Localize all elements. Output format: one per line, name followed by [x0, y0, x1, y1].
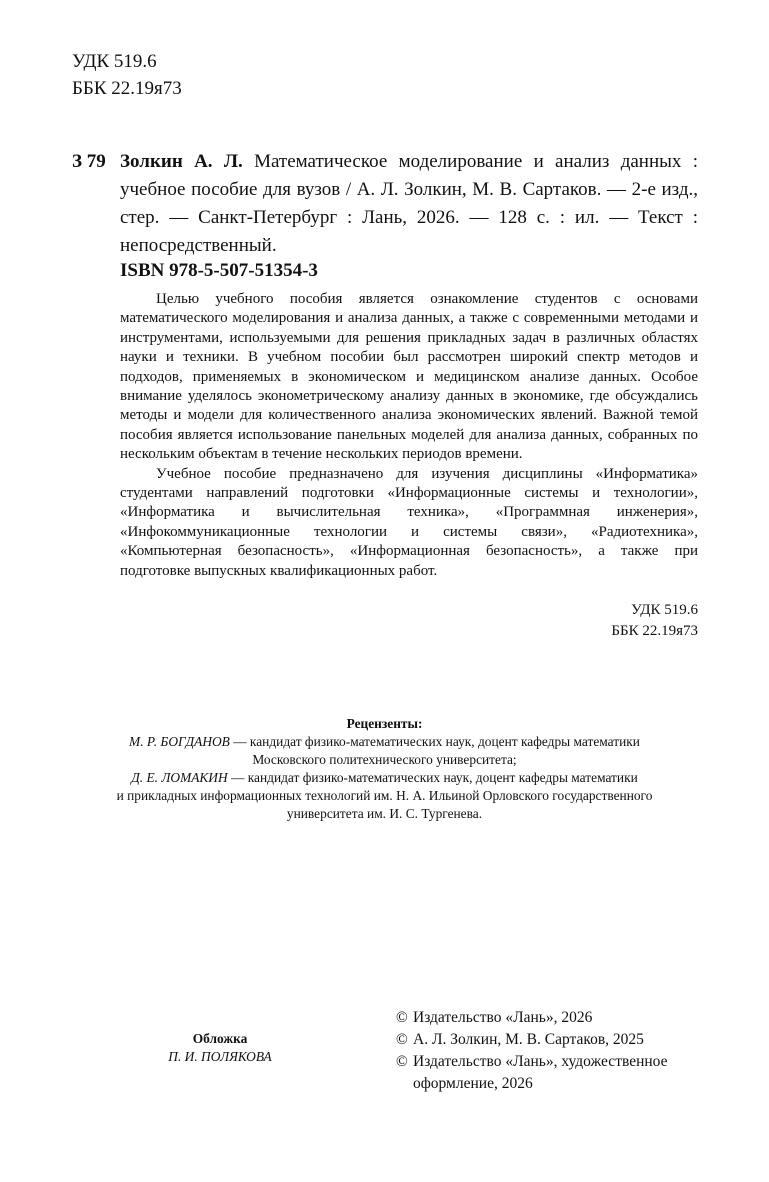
reviewer-description: — кандидат физико-математических наук, доцент кафедры математики — [227, 770, 638, 785]
bbk-code: ББК 22.19я73 — [611, 623, 698, 639]
copyright-text: Издательство «Лань», художественное оформление, 2026 — [413, 1053, 668, 1092]
cover-credit — [140, 1030, 300, 1066]
copyright-block — [396, 1007, 716, 1095]
bibliographic-author: Золкин А. Л. — [120, 151, 243, 172]
copyright-icon: © — [396, 1009, 408, 1026]
cover-heading: Обложка — [192, 1031, 248, 1046]
classification-codes-top — [72, 48, 182, 102]
copyright-text: А. Л. Золкин, М. В. Сартаков, 2025 — [413, 1031, 644, 1048]
copyright-line — [396, 1007, 716, 1029]
reviewer-1 — [60, 733, 709, 751]
reviewer-2-affiliation: университета им. И. С. Тургенева. — [286, 806, 483, 821]
udk-code: УДК 519.6 — [72, 51, 157, 72]
author-mark: З 79 — [72, 151, 106, 172]
abstract-paragraph: Учебное пособие предназначено для изучения дисциплины «Информатика» студентами направлений подготовки «Информационные системы и технологии», «Информатика и вычислительная техника», «Программная инженерия», «Инфокоммуникационные технологии и системы связи», «Радиотехника», «Компьютерная безопасность», «Информационная безопасность», а также при подготовке выпускных квалификационных работ. — [120, 465, 698, 579]
reviewer-name: Д. Е. ЛОМАКИН — [131, 770, 228, 785]
reviewer-2-affiliation: и прикладных информационных технологий им. Н. А. Ильиной Орловского государственного — [116, 788, 653, 803]
abstract — [120, 290, 698, 581]
udk-code: УДК 519.6 — [631, 602, 698, 618]
bbk-code: ББК 22.19я73 — [72, 78, 182, 99]
copyright-line — [396, 1051, 716, 1095]
classification-codes-bottom — [560, 600, 698, 642]
copyright-line — [396, 1029, 716, 1051]
reviewer-name: М. Р. БОГДАНОВ — [129, 734, 230, 749]
bibliographic-entry — [120, 148, 698, 260]
copyright-icon: © — [396, 1031, 408, 1048]
reviewer-description: — кандидат физико-математических наук, доцент кафедры математики — [229, 734, 640, 749]
reviewer-1-affiliation: Московского политехнического университета; — [252, 752, 517, 767]
reviewer-2 — [60, 769, 709, 787]
isbn: ISBN 978-5-507-51354-3 — [120, 260, 318, 281]
bibliographic-description: Математическое моделирование и анализ данных : учебное пособие для вузов / А. Л. Золкин, М. В. Сартаков. — 2-е изд., стер. — Санкт-Петербург : Лань, 2026. — 128 с. : ил. — Текст : непосредственный. — [120, 151, 698, 256]
reviewers-block — [60, 715, 709, 823]
reviewers-heading: Рецензенты: — [346, 716, 423, 731]
copyright-text: Издательство «Лань», 2026 — [413, 1009, 593, 1026]
copyright-icon: © — [396, 1053, 408, 1070]
cover-designer: П. И. ПОЛЯКОВА — [168, 1049, 272, 1064]
abstract-paragraph: Целью учебного пособия является ознакомление студентов с основами математического моделирования и анализа данных, а также с современными методами и инструментами, используемыми для решения прикладных задач в различных областях науки и техники. В учебном пособии был рассмотрен широкий спектр методов и подходов, применяемых в экономическом и медицинском анализе данных. Особое внимание уделялось эконометрическому анализу данных в экономике, где обсуждались методы и модели для количественного анализа экономических явлений. Важной темой пособия является использование панельных моделей для анализа данных, собранных по нескольким объектам в течение нескольких периодов времени. — [120, 291, 698, 463]
